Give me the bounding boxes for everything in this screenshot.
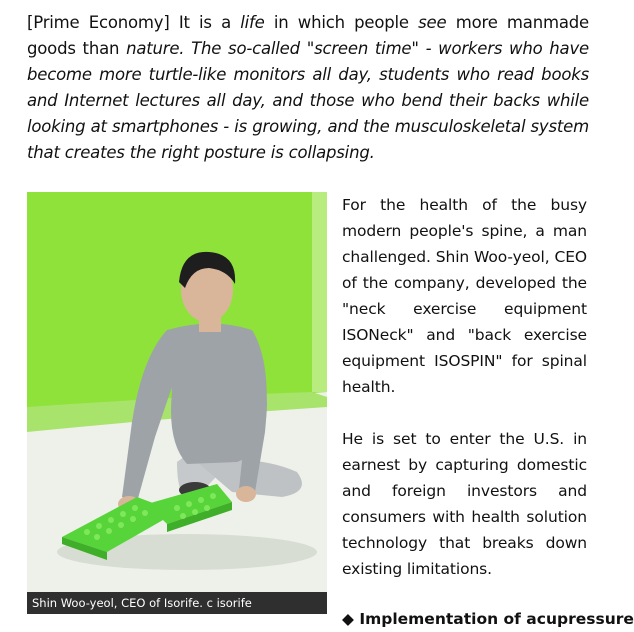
- article-body: [342, 192, 587, 608]
- photo-ceo-with-equipment: [27, 192, 327, 614]
- lead-text-2: in which people: [264, 13, 419, 32]
- lead-emphasis-see: see: [418, 13, 447, 32]
- lead-emphasis-rest: nature. The so-called "screen time" - workers who have become more turtle-like monitors all day, students who read books and Internet lectures all day, and those who bend their backs while looking at smartphones - is growing, and the musculoskeletal system that creates the right posture is collapsing.: [27, 39, 589, 162]
- body-paragraph-2: He is set to enter the U.S. in earnest by capturing domestic and foreign investors and consumers with health solution technology that breaks down existing limitations.: [342, 430, 587, 578]
- body-paragraph-1: For the health of the busy modern people's spine, a man challenged. Shin Woo-yeol, CEO of the company, developed the "neck exercise equipment ISONeck" and "back exercise equipment ISOSPIN" for spinal health.: [342, 196, 587, 396]
- section-subhead: ◆ Implementation of acupressure: [342, 610, 634, 628]
- lead-emphasis-life: life: [240, 13, 265, 32]
- article-photo: [27, 192, 327, 614]
- lead-text-1: [Prime Economy] It is a: [27, 13, 241, 32]
- lead-paragraph: [27, 10, 589, 166]
- lead-text-3: more manmade goods than: [27, 13, 589, 58]
- photo-caption: Shin Woo-yeol, CEO of Isorife. c isorife: [27, 592, 327, 614]
